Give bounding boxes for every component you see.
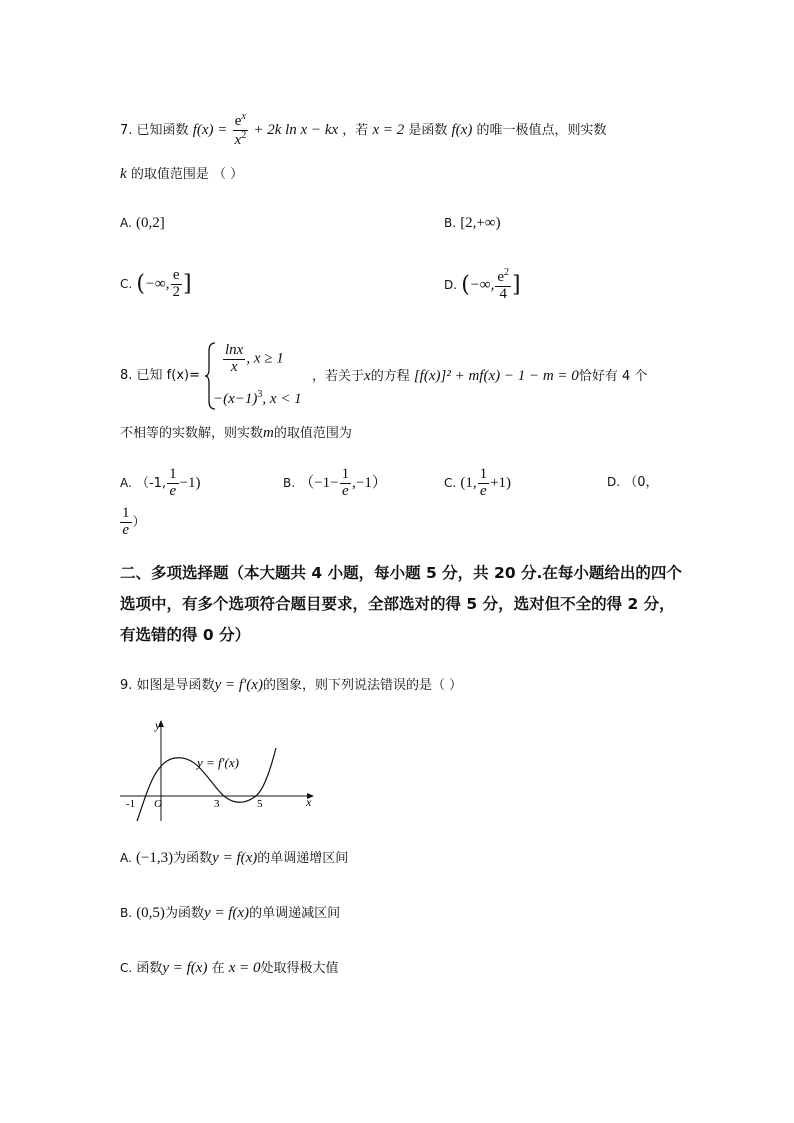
- q8-var-m: m: [263, 425, 274, 441]
- q8-line2-end: 的取值范围为: [273, 426, 352, 441]
- q7-func: f(x): [451, 121, 473, 138]
- q9-tick-origin: O: [154, 798, 162, 810]
- q7-option-b-value: [2,+∞): [460, 215, 501, 231]
- q9-y-axis-label: y: [155, 718, 161, 732]
- q9-option-b-interval: (0,5): [136, 905, 165, 921]
- q8-option-b-num: 1: [341, 466, 350, 482]
- q9-line1: [120, 678, 462, 693]
- q9-option-c-end: 处取得极大值: [260, 961, 339, 976]
- q7-intro: 已知函数: [136, 122, 189, 138]
- q7-option-c-den: 2: [172, 283, 181, 300]
- q8-option-c-num: 1: [479, 466, 488, 482]
- q9-option-a-text: 为函数: [173, 851, 213, 866]
- q7-option-d-num: e: [497, 269, 505, 285]
- q8-option-d-num: 1: [122, 505, 130, 521]
- q8-option-c-label: C.: [444, 475, 457, 490]
- q8-option-b-close: ,−1）: [352, 474, 387, 491]
- q7-line1: [120, 112, 607, 149]
- q7-option-c-label: C.: [120, 276, 133, 291]
- q9-expr: y = f′(x): [214, 677, 263, 693]
- q7-option-d-num-sup: 2: [504, 267, 510, 278]
- q9-option-a-end: 的单调递增区间: [257, 851, 349, 866]
- q9-option-c-text: 函数: [136, 961, 163, 976]
- q8-option-a-open: （-1,: [135, 475, 167, 491]
- q8-option-d-close: ）: [132, 514, 146, 530]
- q8-option-d-open: （0，: [624, 475, 659, 490]
- q7-option-c-left: −∞,: [144, 275, 170, 292]
- q8-case1-num: lnx: [225, 342, 244, 358]
- q7-option-c-num: e: [171, 268, 183, 285]
- q8-option-b-label: B.: [283, 475, 296, 490]
- q8-option-a-den: e: [169, 482, 177, 499]
- q9-option-b-label: B.: [120, 906, 133, 920]
- q9-option-a-label: A.: [120, 851, 132, 865]
- q7-formula-lhs: f(x) =: [192, 121, 228, 138]
- q9-option-c-label: C.: [120, 961, 133, 975]
- q8-line2: [120, 426, 352, 441]
- q8-text-c: 恰好有 4 个: [578, 369, 648, 384]
- q8-var-x: x: [364, 368, 371, 384]
- q9-text-b: 的图象，则下列说法错误的是（ ）: [262, 678, 463, 693]
- q7-option-a[interactable]: [120, 216, 165, 231]
- q8-case-1: [222, 343, 284, 376]
- q8-option-d-continued: [119, 506, 146, 539]
- q9-number: 9.: [120, 678, 133, 693]
- q7-formula-fraction: [233, 112, 249, 149]
- q8-case1-den: x: [230, 358, 238, 375]
- section-2-line-1: 二、多项选择题（本大题共 4 小题，每小题 5 分，共 20 分.在每小题给出的四个: [120, 564, 682, 582]
- q9-option-c-func: y = f(x): [162, 960, 208, 976]
- q8-number: 8.: [120, 368, 133, 383]
- section-2-line-3: 有选错的得 0 分）: [120, 626, 251, 644]
- q7-text-if: ，若: [342, 122, 369, 138]
- q9-option-b-func: y = f(x): [203, 905, 250, 921]
- q8-intro: 已知 f(x)=: [136, 368, 200, 383]
- q8-case1-cond: , x ≥ 1: [246, 350, 284, 367]
- q9-curve-label: y = f′(x): [197, 755, 239, 770]
- q9-option-b-end: 的单调递减区间: [249, 906, 341, 921]
- q8-option-a-close: −1): [179, 474, 201, 491]
- q7-var-k: k: [120, 166, 127, 182]
- q7-option-d[interactable]: D. (−∞, $\frac{e^2}{4}$ ]: [444, 267, 521, 302]
- q7-frac-num-sup: x: [241, 111, 246, 122]
- q7-option-b-label: B.: [444, 216, 457, 230]
- q8-option-b[interactable]: [283, 467, 387, 500]
- q7-option-d-den: 4: [499, 285, 507, 302]
- q7-formula-rest: + 2k ln x − kx: [253, 121, 339, 138]
- q9-option-b[interactable]: [120, 906, 340, 921]
- q8-case-2: [213, 390, 302, 407]
- q8-case2-cond: , x < 1: [262, 391, 302, 407]
- q8-line2-text: 不相等的实数解，则实数: [120, 426, 264, 441]
- q8-line1-rest: [312, 369, 647, 384]
- q9-option-b-text: 为函数: [164, 906, 204, 921]
- q9-tick-5: 5: [257, 798, 263, 810]
- q7-option-d-label: D.: [444, 277, 458, 292]
- q8-option-a-num: 1: [169, 466, 177, 482]
- q7-line2: [120, 167, 243, 182]
- q9-x-axis-label: x: [306, 795, 312, 809]
- q8-option-a-label: A.: [120, 475, 132, 490]
- q7-frac-den-sup: 2: [241, 129, 247, 141]
- q9-option-a-func: y = f(x): [212, 850, 258, 866]
- q9-tick-minus-1: -1: [126, 798, 136, 810]
- q9-tick-3: 3: [214, 798, 220, 810]
- q8-case2-sup: 3: [257, 389, 263, 400]
- q8-option-a[interactable]: [120, 467, 201, 500]
- q8-equation: [f(x)]² + mf(x) − 1 − m = 0: [413, 368, 579, 384]
- q8-text-b: 的方程: [370, 369, 410, 384]
- q8-option-d[interactable]: [607, 476, 658, 489]
- q8-intro-line: [120, 369, 200, 382]
- q7-frac-den: x: [234, 131, 242, 148]
- section-2-line-2: 选项中，有多个选项符合题目要求，全部选对的得 5 分，选对但不全的得 2 分，: [120, 595, 675, 613]
- q8-option-c[interactable]: [444, 467, 511, 500]
- q7-frac-num: e: [234, 113, 242, 129]
- q8-option-c-close: +1): [490, 474, 512, 491]
- q7-line2-text: 的取值范围是 （ ）: [130, 167, 244, 182]
- q8-text-a: ，若关于: [312, 369, 365, 384]
- q8-option-c-den: e: [480, 482, 487, 499]
- q7-option-b[interactable]: [444, 216, 501, 231]
- q8-option-d-label: D.: [607, 475, 621, 489]
- q9-option-c-cond: x = 0: [228, 960, 261, 976]
- q9-option-a-interval: (−1,3): [135, 850, 174, 866]
- q8-option-d-den: e: [122, 521, 130, 538]
- q7-option-a-value: (0,2]: [135, 215, 165, 231]
- q7-condition: x = 2: [372, 121, 405, 138]
- q9-option-c-mid: 在: [211, 961, 225, 976]
- q9-option-c[interactable]: [120, 961, 339, 976]
- q7-option-d-left: −∞,: [469, 276, 495, 293]
- q7-text-mid: 是函数: [408, 122, 448, 138]
- q8-option-b-den: e: [342, 482, 349, 499]
- q7-number: 7.: [120, 122, 133, 138]
- q9-option-a[interactable]: [120, 851, 348, 866]
- q8-option-b-open: （−1−: [299, 474, 339, 491]
- q9-text-a: 如图是导函数: [136, 678, 215, 693]
- q7-option-a-label: A.: [120, 216, 132, 230]
- q8-option-c-open: (1,: [460, 474, 477, 491]
- q8-case2-expr: −(x−1): [213, 391, 258, 407]
- q9-derivative-graph: [115, 715, 325, 825]
- q7-text-end: 的唯一极值点，则实数: [476, 122, 607, 138]
- q7-option-c[interactable]: C. (−∞, $\frac{e}{2}$ ]: [120, 267, 192, 300]
